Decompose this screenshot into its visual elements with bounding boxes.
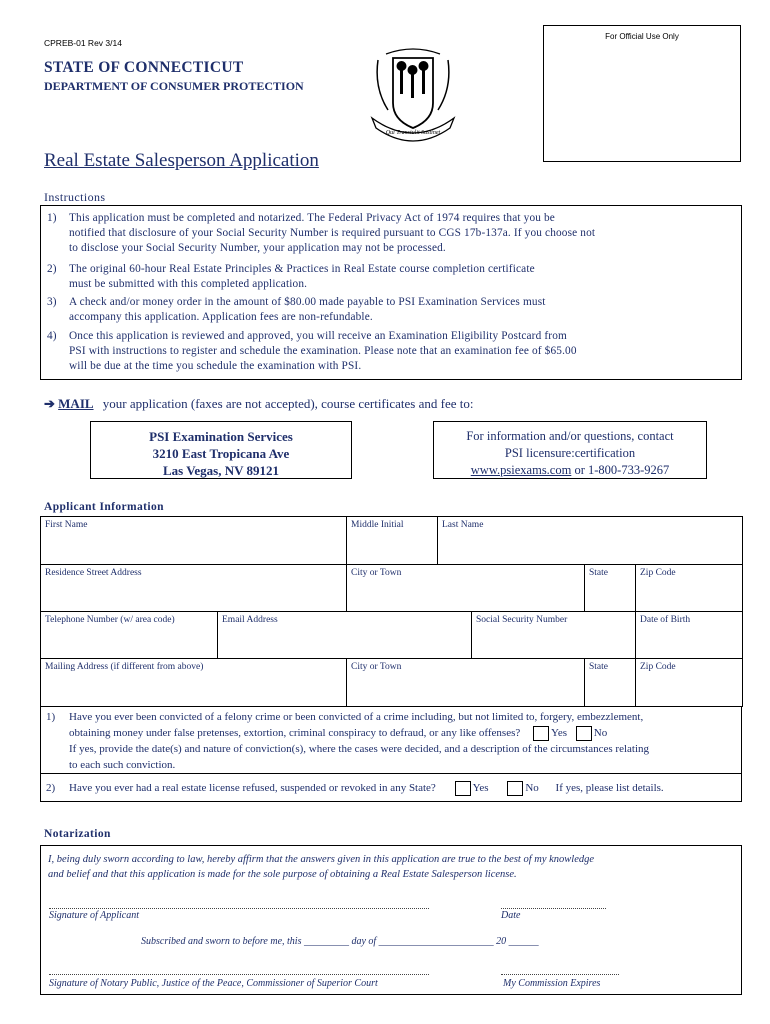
dob-field[interactable]: Date of Birth (636, 612, 743, 659)
mailing-state-field[interactable]: State (585, 659, 636, 707)
state-heading: STATE OF CONNECTICUT (44, 59, 244, 76)
applicant-info-label: Applicant Information (44, 501, 164, 513)
state-seal (358, 48, 468, 144)
instructions-box (40, 205, 742, 380)
notary-signature-line[interactable] (49, 974, 429, 975)
applicant-grid (40, 516, 743, 707)
city-field[interactable]: City or Town (347, 565, 585, 612)
middle-initial-field[interactable]: Middle Initial (347, 517, 438, 565)
seal-motto: Qui Transtulit Sustinet (385, 130, 441, 136)
date-label: Date (501, 910, 521, 921)
mail-text: your application (faxes are not accepted), course certificates and fee to: (102, 396, 474, 411)
oath-text: I, being duly sworn according to law, hereby affirm that the answers given in this application are true to the best of my knowledge and belief and that this application is made for the sole purpose of obtaining a Real Estate Salesperson license. (48, 854, 595, 880)
state-field[interactable]: State (585, 565, 636, 612)
ssn-field[interactable]: Social Security Number (472, 612, 636, 659)
notarization-label: Notarization (44, 828, 111, 840)
q1-yes-checkbox[interactable] (533, 726, 549, 741)
last-name-field[interactable]: Last Name (438, 517, 743, 565)
question-2-number: 2) (46, 782, 56, 794)
q1-no-checkbox[interactable] (576, 726, 592, 741)
mail-label: MAIL (58, 396, 94, 411)
subscribed-text: Subscribed and sworn to before me, this _________ day of _______________________ 20 ______ (141, 936, 539, 947)
department-heading: DEPARTMENT OF CONSUMER PROTECTION (44, 79, 304, 93)
question-1-text: Have you ever been convicted of a felony crime or been convicted of a crime including, but not limited to, forgery, embezzlement, obtaining money under false pretenses, extortion, criminal conspiracy to defraud, or any like offenses? Yes No If yes, provide the date(s) and nature of conviction(s), where the cases were decided, and a description of the circumstances relating to each such conviction. (69, 711, 650, 771)
psi-address-box: PSI Examination Services 3210 East Tropicana Ave Las Vegas, NV 89121 (90, 421, 352, 479)
email-field[interactable]: Email Address (218, 612, 472, 659)
commission-line[interactable] (501, 974, 619, 975)
instruction-2: 2) The original 60-hour Real Estate Principles & Practices in Real Estate course completion certificate must be submitted with this completed application. (47, 263, 535, 290)
form-code: CPREB-01 Rev 3/14 (44, 38, 122, 48)
q2-details: If yes, please list details. (555, 782, 664, 794)
question-1-number: 1) (46, 711, 56, 723)
arrow-icon: ➔ (44, 396, 55, 411)
mail-line (44, 396, 473, 412)
applicant-signature-label: Signature of Applicant (49, 910, 139, 921)
instructions-label: Instructions (44, 190, 106, 204)
q2-yes-checkbox[interactable] (455, 781, 471, 796)
mailing-zip-field[interactable]: Zip Code (636, 659, 743, 707)
q2-yes-label: Yes (472, 782, 489, 794)
question-2-box (40, 774, 742, 802)
q1-no-label: No (593, 727, 608, 739)
zip-field[interactable]: Zip Code (636, 565, 743, 612)
psi-contact-box: For information and/or questions, contact PSI licensure:certification www.psiexams.com or 1-800-733-9267 (433, 421, 707, 479)
notary-signature-label: Signature of Notary Public, Justice of the Peace, Commissioner of Superior Court (49, 978, 378, 989)
instruction-3: 3) A check and/or money order in the amount of $80.00 made payable to PSI Examination Services must accompany this application. Application fees are non-refundable. (47, 296, 546, 323)
official-use-label: For Official Use Only (605, 32, 679, 41)
seal-icon (358, 48, 468, 144)
q2-no-label: No (525, 782, 539, 794)
notarization-box (40, 845, 742, 995)
page-title: Real Estate Salesperson Application (44, 150, 319, 171)
instruction-4: 4) Once this application is reviewed and approved, you will receive an Examination Eligibility Postcard from PSI with instructions to register and schedule the examination. Please note that an examination fee of $65.00 will be due at the time you schedule the examination with PSI. (47, 330, 577, 372)
applicant-signature-line[interactable] (49, 908, 429, 909)
psi-website-link[interactable]: www.psiexams.com (470, 463, 572, 477)
question-2-text: Have you ever had a real estate license refused, suspended or revoked in any State? Yes No If yes, please list details. (69, 782, 664, 794)
q2-no-checkbox[interactable] (507, 781, 523, 796)
date-line[interactable] (501, 908, 606, 909)
question-1-box (40, 706, 742, 774)
mailing-city-field[interactable]: City or Town (347, 659, 585, 707)
commission-label: My Commission Expires (503, 978, 601, 989)
street-address-field[interactable]: Residence Street Address (41, 565, 347, 612)
instruction-1: 1) This application must be completed and notarized. The Federal Privacy Act of 1974 requires that you be notified that disclosure of your Social Security Number is required pursuant to CGS 17b-137a. If you choose not to disclose your Social Security Number, your application may not be processed. (47, 212, 596, 254)
mailing-address-field[interactable]: Mailing Address (if different from above) (41, 659, 347, 707)
phone-field[interactable]: Telephone Number (w/ area code) (41, 612, 218, 659)
q1-yes-label: Yes (551, 727, 568, 739)
first-name-field[interactable]: First Name (41, 517, 347, 565)
official-use-box (543, 25, 741, 162)
